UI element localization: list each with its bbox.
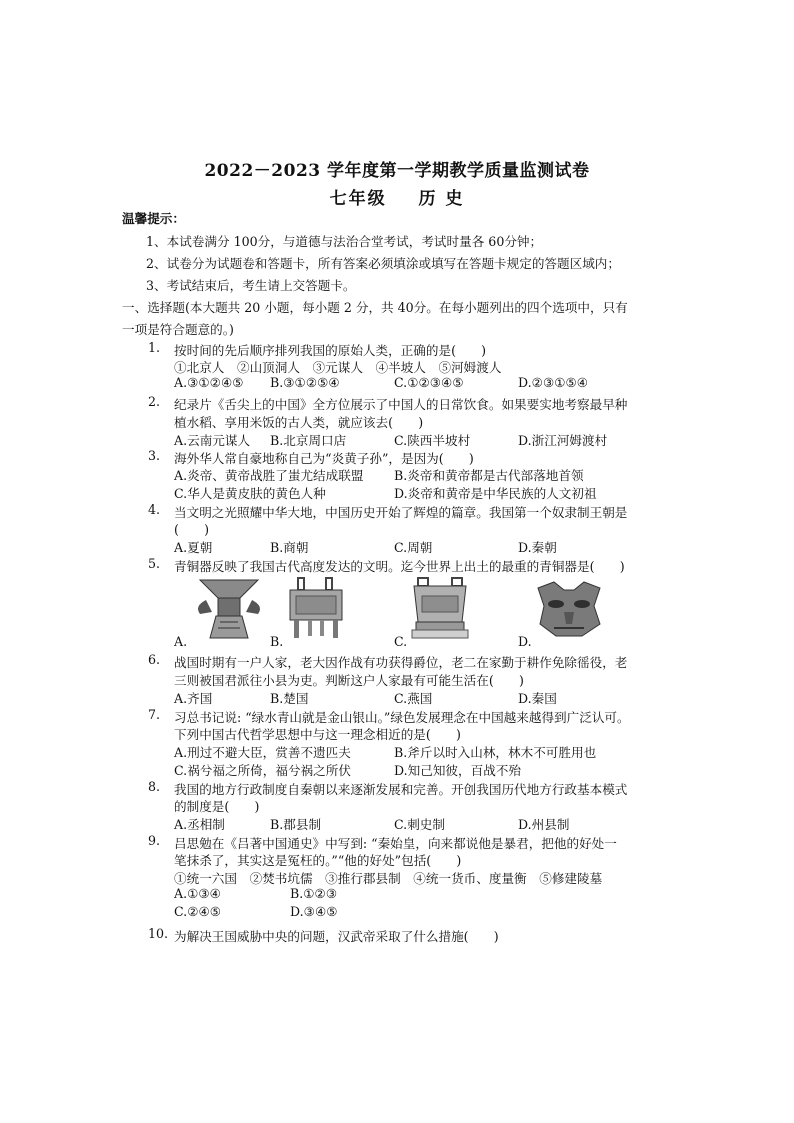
notice-item: 1、本试卷满分 100分，与道德与法治合堂考试，考试时量各 60分钟； bbox=[146, 234, 543, 249]
question-number: 3. bbox=[148, 448, 161, 463]
question-text: 习总书记说: “绿水青山就是金山银山。”绿色发展理念在中国越来越得到广泛认可。 bbox=[174, 710, 630, 725]
option-d[interactable]: D.②③①⑤④ bbox=[518, 375, 589, 390]
question-text: 战国时期有一户人家，老大因作战有功获得爵位，老二在家勤于耕作免除徭役，老 bbox=[174, 655, 628, 670]
option-b[interactable]: B.北京周口店 bbox=[270, 433, 347, 448]
option-b[interactable]: B.斧斤以时入山林，林木不可胜用也 bbox=[394, 745, 597, 760]
option-a[interactable]: A. bbox=[174, 634, 188, 649]
question-text: 青铜器反映了我国古代高度发达的文明。迄今世界上出土的最重的青铜器是( ) bbox=[174, 559, 625, 574]
option-b[interactable]: B.商朝 bbox=[270, 540, 309, 555]
section-instructions: 一、选择题(本大题共 20 小题，每小题 2 分，共 40分。在每小题列出的四个选项中，只有 bbox=[122, 300, 628, 315]
bronze-zun-vessel-icon bbox=[190, 576, 268, 640]
exam-title: 2022－2023 学年度第一学期教学质量监测试卷 bbox=[204, 161, 590, 181]
notice-heading: 温馨提示： bbox=[122, 211, 185, 226]
grade-label: 七年级 bbox=[329, 189, 387, 209]
question-number: 8. bbox=[148, 779, 161, 794]
option-a[interactable]: A.刑过不避大臣，赏善不遗匹夫 bbox=[174, 745, 351, 760]
section-instructions-cont: 一项是符合题意的。) bbox=[122, 322, 234, 337]
tripod-ding-vessel-icon bbox=[408, 576, 472, 640]
question-number: 1. bbox=[148, 340, 161, 355]
option-b[interactable]: B.楚国 bbox=[270, 691, 309, 706]
question-text: 下列中国古代哲学思想中与这一理念相近的是( ) bbox=[174, 727, 461, 742]
option-d[interactable]: D. bbox=[518, 634, 532, 649]
question-text: 海外华人常自豪地称自己为“炎黄子孙”，是因为( ) bbox=[174, 451, 474, 466]
question-text: ①北京人 ②山顶洞人 ③元谋人 ④半坡人 ⑤河姆渡人 bbox=[174, 360, 502, 375]
question-number: 4. bbox=[148, 502, 161, 517]
subject-label: 历 史 bbox=[418, 189, 465, 209]
option-b[interactable]: B.郡县制 bbox=[270, 817, 322, 832]
question-number: 10. bbox=[148, 926, 169, 941]
question-number: 2. bbox=[148, 394, 161, 409]
question-text: 按时间的先后顺序排列我国的原始人类，正确的是( ) bbox=[174, 343, 487, 358]
option-c[interactable]: C.陕西半坡村 bbox=[394, 433, 471, 448]
option-a[interactable]: A.炎帝、黄帝战胜了蚩尤结成联盟 bbox=[174, 468, 364, 483]
question-text: 纪录片《舌尖上的中国》全方位展示了中国人的日常饮食。如果要实地考察最早种 bbox=[174, 397, 628, 412]
option-d[interactable]: D.炎帝和黄帝是中华民族的人文初祖 bbox=[394, 486, 597, 501]
question-number: 6. bbox=[148, 652, 161, 667]
option-a[interactable]: A.①③④ bbox=[174, 886, 221, 901]
option-d[interactable]: D.③④⑤ bbox=[290, 904, 338, 919]
question-text: 的制度是( ) bbox=[174, 799, 260, 814]
option-c[interactable]: C.燕国 bbox=[394, 691, 433, 706]
option-d[interactable]: D.秦国 bbox=[518, 691, 557, 706]
option-d[interactable]: D.浙江河姆渡村 bbox=[518, 433, 608, 448]
question-text: 吕思勉在《吕著中国通史》中写到: “秦始皇，向来都说他是暴君，把他的好处一 bbox=[174, 836, 617, 851]
question-text: 我国的地方行政制度自秦朝以来逐渐发展和完善。开创我国历代地方行政基本模式 bbox=[174, 782, 628, 797]
question-number: 5. bbox=[148, 556, 161, 571]
question-text: 植水稻、享用米饭的古人类，就应该去( ) bbox=[174, 415, 424, 430]
option-a[interactable]: A.③①②④⑤ bbox=[174, 375, 244, 390]
option-a[interactable]: A.丞相制 bbox=[174, 817, 225, 832]
option-d[interactable]: D.州县制 bbox=[518, 817, 570, 832]
bronze-mask-icon bbox=[534, 576, 604, 640]
option-c[interactable]: C.①②③④⑤ bbox=[394, 375, 464, 390]
option-c[interactable]: C.周朝 bbox=[394, 540, 433, 555]
notice-item: 2、试卷分为试题卷和答题卡，所有答案必须填涂或填写在答题卡规定的答题区域内； bbox=[146, 256, 620, 271]
option-b[interactable]: B.③①②⑤④ bbox=[270, 375, 340, 390]
option-c[interactable]: C.刺史制 bbox=[394, 817, 445, 832]
option-a[interactable]: A.云南元谋人 bbox=[174, 433, 251, 448]
question-number: 7. bbox=[148, 707, 161, 722]
question-text: ①统一六国 ②焚书坑儒 ③推行郡县制 ④统一货币、度量衡 ⑤修建陵墓 bbox=[174, 871, 603, 886]
option-d[interactable]: D.知己知彼，百战不殆 bbox=[394, 763, 521, 778]
option-b[interactable]: B.炎帝和黄帝都是古代部落地首领 bbox=[394, 468, 584, 483]
question-text: 当文明之光照耀中华大地，中国历史开始了辉煌的篇章。我国第一个奴隶制王朝是 bbox=[174, 505, 628, 520]
option-a[interactable]: A.齐国 bbox=[174, 691, 213, 706]
square-ding-cauldron-icon bbox=[286, 576, 346, 640]
question-number: 9. bbox=[148, 833, 161, 848]
exam-subtitle bbox=[0, 184, 794, 209]
option-a[interactable]: A.夏朝 bbox=[174, 540, 213, 555]
option-c[interactable]: C.华人是黄皮肤的黄色人种 bbox=[174, 486, 326, 501]
option-b[interactable]: B. bbox=[270, 634, 284, 649]
question-text: ( ) bbox=[174, 522, 210, 537]
question-text: 三则被国君派往小县为吏。判断这户人家最有可能生活在( ) bbox=[174, 673, 524, 688]
option-c[interactable]: C. bbox=[394, 634, 408, 649]
question-text: 为解决王国威胁中央的问题，汉武帝采取了什么措施( ) bbox=[174, 929, 499, 944]
notice-item: 3、考试结束后，考生请上交答题卡。 bbox=[146, 278, 356, 293]
option-d[interactable]: D.秦朝 bbox=[518, 540, 557, 555]
option-c[interactable]: C.祸兮福之所倚，福兮祸之所伏 bbox=[174, 763, 351, 778]
option-c[interactable]: C.②④⑤ bbox=[174, 904, 222, 919]
question-text: 笔抹杀了，其实这是冤枉的。”“他的好处”包括( ) bbox=[174, 853, 462, 868]
option-b[interactable]: B.①②③ bbox=[290, 886, 338, 901]
